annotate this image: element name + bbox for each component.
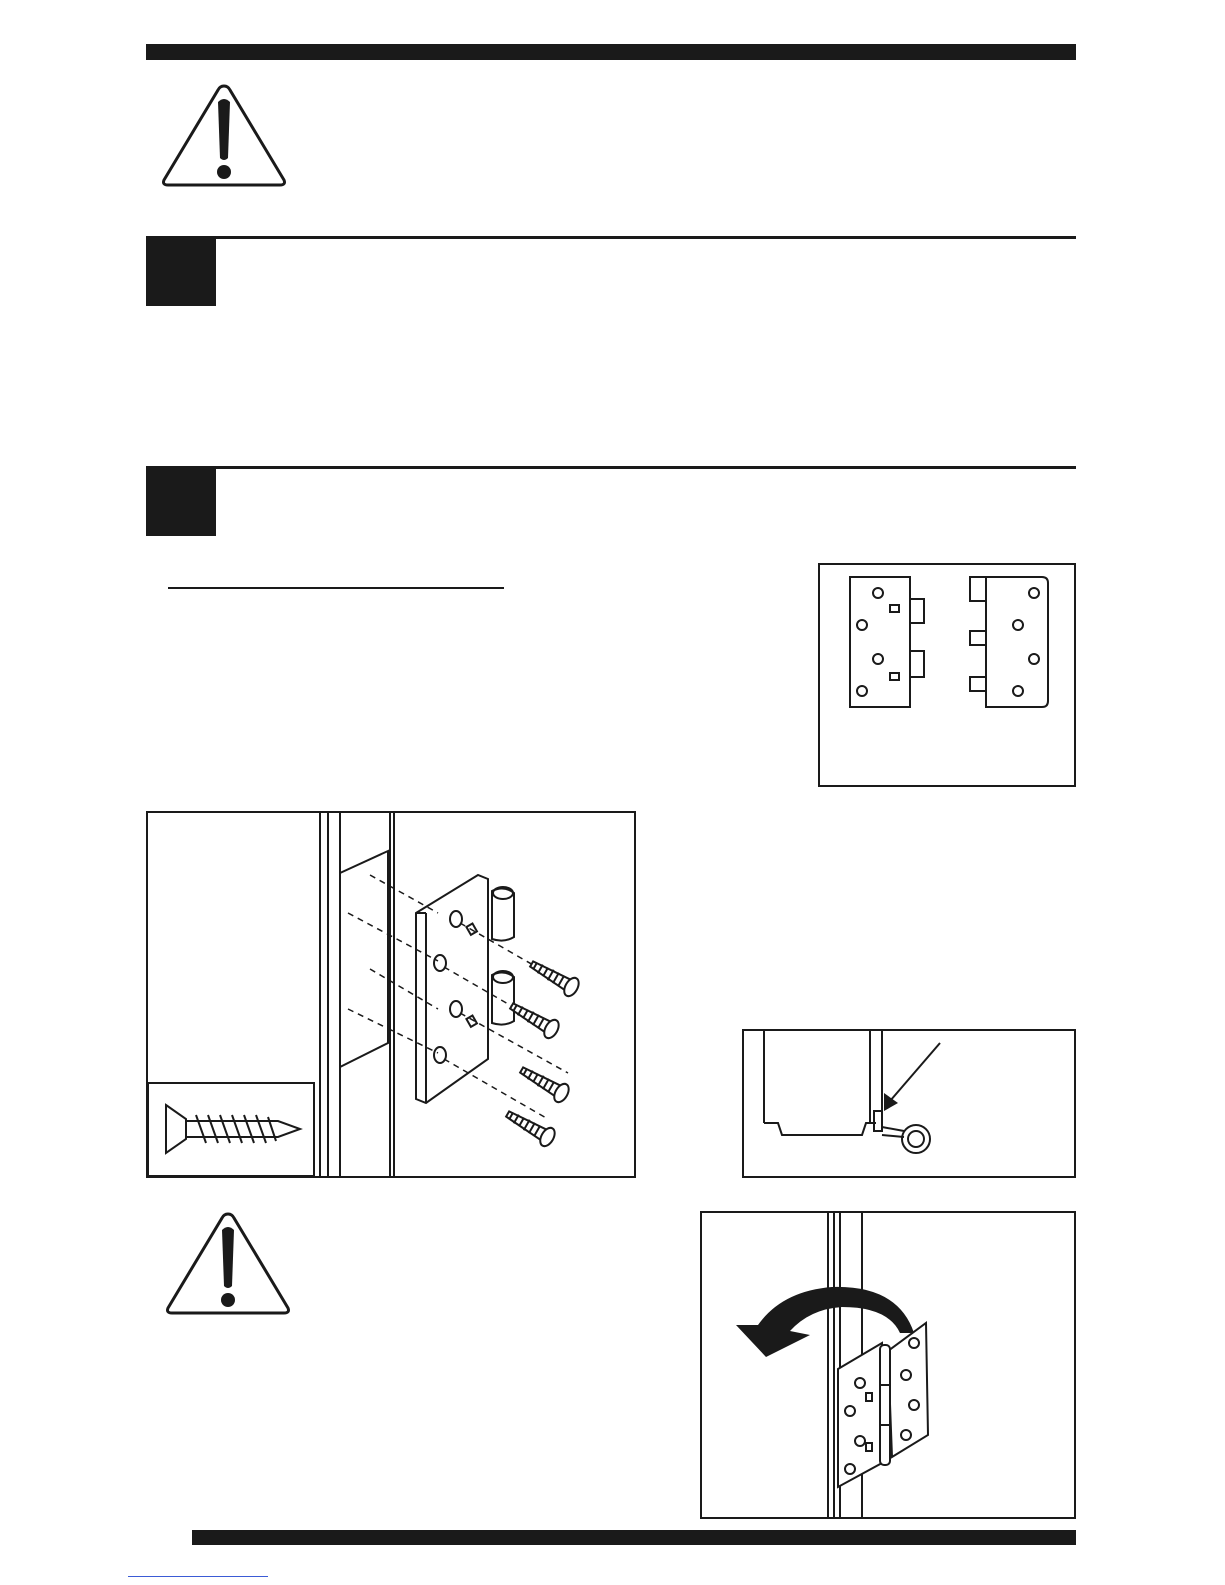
bottom-rule xyxy=(192,1530,1076,1545)
link-underline[interactable] xyxy=(128,1576,268,1577)
step-number-block xyxy=(146,466,216,536)
top-rule xyxy=(146,44,1076,60)
hinge-rotate-figure xyxy=(700,1211,1076,1519)
hinge-pair-figure xyxy=(818,563,1076,787)
warning-triangle-icon xyxy=(164,1210,292,1316)
hinge-pin-detail-illustration xyxy=(744,1031,1074,1176)
hinge-pair-illustration xyxy=(820,565,1074,785)
subheading-underline xyxy=(168,587,504,589)
step-number-block xyxy=(146,236,216,306)
flat-head-screw-icon xyxy=(160,1099,304,1159)
warning-triangle-icon xyxy=(160,82,288,188)
step-header-rule xyxy=(216,466,1076,469)
hinge-mount-figure xyxy=(146,811,636,1178)
step-header-rule xyxy=(216,236,1076,239)
hinge-pin-detail-figure xyxy=(742,1029,1076,1178)
hinge-rotate-illustration xyxy=(702,1213,1074,1517)
